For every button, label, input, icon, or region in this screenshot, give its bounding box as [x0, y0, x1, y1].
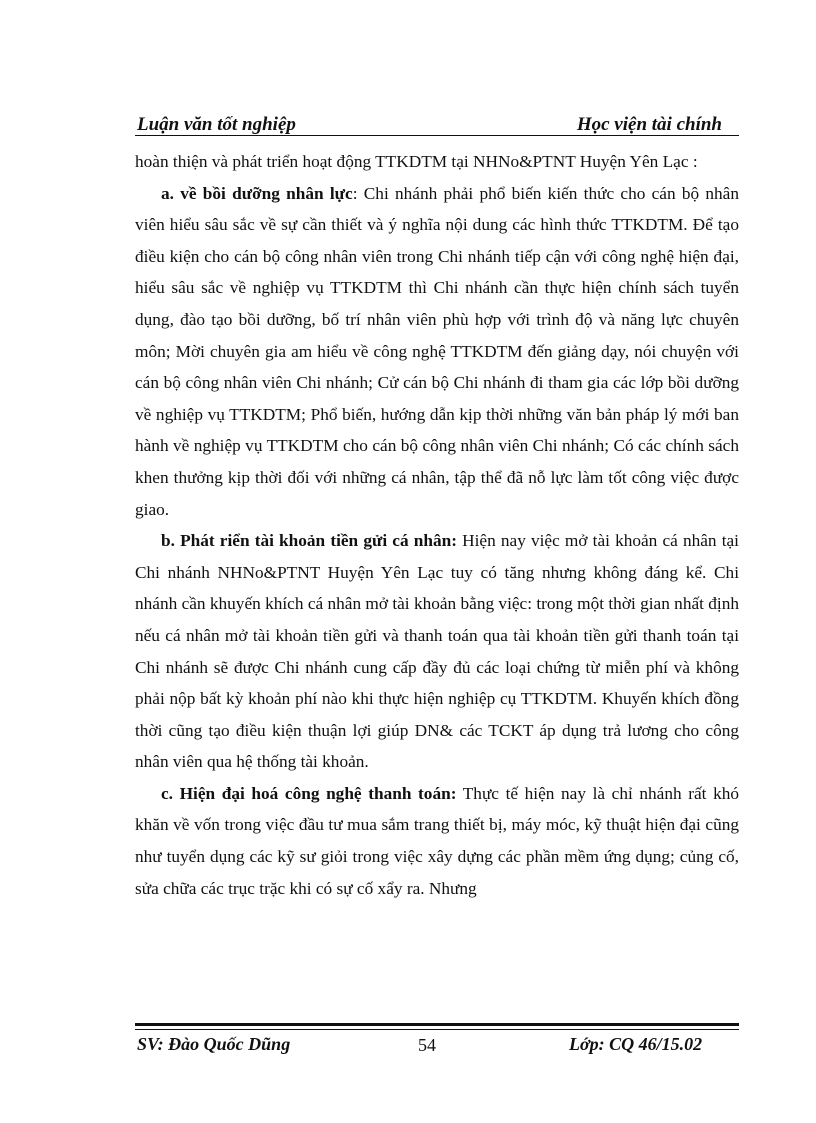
page-number: 54: [418, 1035, 436, 1055]
footer-rule-thin: [135, 1029, 739, 1030]
paragraph-b-heading: b. Phát riển tài khoản tiền gửi cá nhân:: [161, 531, 457, 551]
footer-rule-thick: [135, 1023, 739, 1026]
footer-class-label: Lớp: CQ 46/15.02: [569, 1034, 703, 1054]
paragraph-a: a. về bồi dưỡng nhân lực: Chi nhánh phải phổ biến kiến thức cho cán bộ nhân viên hiểu sâu sắc về sự cần thiết và ý nghĩa nội dung các hình thức TTKDTM. Để tạo điều kiện cho cán bộ công nhân viên trong Chi nhánh tiếp cận với công nghệ hiện đại, hiểu sâu sắc về nghiệp vụ TTKDTM thì Chi nhánh cần thực hiện chính sách tuyển dụng, đào tạo bồi dưỡng, bố trí nhân viên phù hợp với trình độ và năng lực chuyên môn; Mời chuyên gia am hiểu về công nghệ TTKDTM đến giảng dạy, nói chuyện với cán bộ công nhân viên Chi nhánh; Cử cán bộ Chi nhánh đi tham gia các lớp bồi dưỡng về nghiệp vụ TTKDTM; Phổ biến, hướng dẫn kịp thời những văn bản pháp lý mới ban hành về nghiệp vụ TTKDTM cho cán bộ công nhân viên Chi nhánh; Có các chính sách khen thưởng kịp thời đối với những cá nhân, tập thể đã nỗ lực làm tốt công việc được giao.: [135, 183, 739, 519]
document-body: [135, 146, 739, 904]
header-institution-label: Học viện tài chính: [576, 114, 722, 135]
header-thesis-label: Luận văn tốt nghiệp: [137, 114, 296, 135]
paragraph-intro: hoàn thiện và phát triển hoạt động TTKDTM tại NHNo&PTNT Huyện Yên Lạc :: [135, 152, 698, 171]
paragraph-c: c. Hiện đại hoá công nghệ thanh toán: Thực tế hiện nay là chỉ nhánh rất khó khăn về vốn trong việc đầu tư mua sắm trang thiết bị, máy móc, kỹ thuật hiện đại cũng như tuyển dụng các kỹ sư giỏi trong việc xây dựng các phần mềm ứng dụng; củng cố, sửa chữa các trục trặc khi có sự cố xẩy ra. Nhưng: [135, 783, 739, 898]
footer-student-name: SV: Đào Quốc Dũng: [137, 1034, 291, 1054]
paragraph-c-heading: c. Hiện đại hoá công nghệ thanh toán:: [161, 783, 457, 803]
page-footer: [135, 1034, 738, 1060]
paragraph-b: b. Phát riển tài khoản tiền gửi cá nhân: Hiện nay việc mở tài khoản cá nhân tại Chi nhánh NHNo&PTNT Huyện Yên Lạc tuy có tăng nhưng không đáng kể. Chi nhánh cần khuyến khích cá nhân mở tài khoản bằng việc: trong một thời gian nhất định nếu cá nhân mở tài khoản tiền gửi và thanh toán qua tài khoản tiền gửi thanh toán tại Chi nhánh sẽ được Chi nhánh cung cấp đầy đủ các loại chứng từ miễn phí và không phải nộp bất kỳ khoản phí nào khi thực hiện nghiệp cụ TTKDTM. Khuyến khích đồng thời cũng tạo điều kiện thuận lợi giúp DN& các TCKT áp dụng trả lương cho công nhân viên qua hệ thống tài khoản.: [135, 531, 739, 772]
paragraph-a-heading: a. về bồi dưỡng nhân lực: [161, 183, 353, 203]
header-rule: [135, 135, 739, 136]
